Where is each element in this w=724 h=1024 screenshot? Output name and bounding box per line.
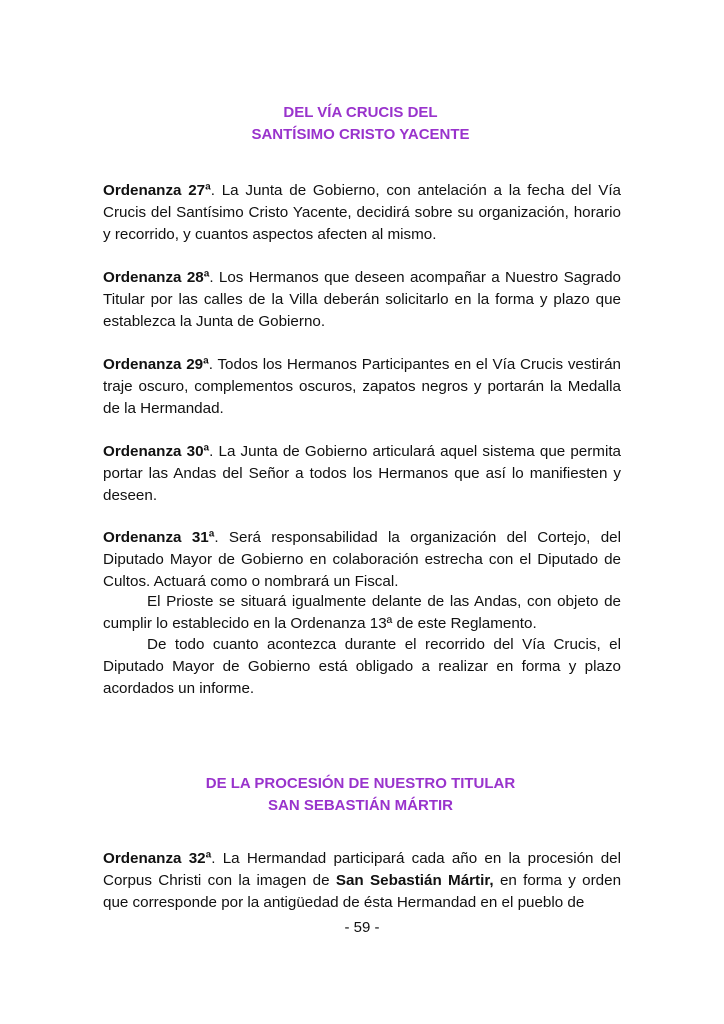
ordinance-text: . La Hermandad participará cada año en la procesión del Corpus Christi con la imagen de xyxy=(103,850,621,889)
ordinance-text-continued: en forma y orden que corresponde por la antigüedad de ésta Hermandad en el pueblo de xyxy=(103,871,622,911)
ordinance-text: . Será responsabilidad la organización del Cortejo, del Diputado Mayor de Gobierno en colaboración estrecha con el Diputado de Cultos. Actuará como o nombrará un Fiscal. xyxy=(103,529,621,590)
section-title-line-1: DE LA PROCESIÓN DE NUESTRO TITULAR xyxy=(205,775,516,792)
ordinance-label: Ordenanza 27ª xyxy=(103,182,211,199)
ordinance-label: Ordenanza 30ª xyxy=(103,443,210,460)
section-title-line-2: SAN SEBASTIÁN MÁRTIR xyxy=(267,797,453,814)
ordinance-31 xyxy=(103,527,621,592)
section-heading-procesion xyxy=(100,773,621,817)
ordinance-30 xyxy=(103,441,621,506)
ordinance-label: Ordenanza 31ª xyxy=(103,529,215,546)
ordinance-label: Ordenanza 32ª xyxy=(103,850,212,867)
ordinance-31-paragraph-2: El Prioste se situará igualmente delante de las Andas, con objeto de cumplir lo establecido en la Ordenanza 13ª de este Reglamento. xyxy=(103,593,621,632)
ordinance-27 xyxy=(103,180,621,245)
ordinance-29 xyxy=(103,354,621,419)
ordinance-text: . La Junta de Gobierno articulará aquel sistema que permita portar las Andas del Señor a todos los Hermanos que así lo manifiesten y deseen. xyxy=(103,443,621,504)
ordinance-text: . Los Hermanos que deseen acompañar a Nuestro Sagrado Titular por las calles de la Villa deberán solicitarlo en la forma y plazo que establezca la Junta de Gobierno. xyxy=(103,269,621,330)
section-title-line-2: SANTÍSIMO CRISTO YACENTE xyxy=(251,126,470,143)
ordinance-28 xyxy=(103,267,621,332)
ordinance-text: . Todos los Hermanos Participantes en el Vía Crucis vestirán traje oscuro, complementos oscuros, zapatos negros y portarán la Medalla de la Hermandad. xyxy=(103,356,621,417)
saint-name: San Sebastián Mártir, xyxy=(335,871,494,889)
ordinance-label: Ordenanza 28ª xyxy=(103,269,210,286)
section-heading-via-crucis xyxy=(100,102,621,146)
ordinance-31-paragraph-3: De todo cuanto acontezca durante el recorrido del Vía Crucis, el Diputado Mayor de Gobierno está obligado a realizar en forma y plazo acordados un informe. xyxy=(103,636,621,697)
ordinance-label: Ordenanza 29ª xyxy=(103,356,209,373)
page-number: - 59 - xyxy=(344,919,380,936)
ordinance-text: . La Junta de Gobierno, con antelación a la fecha del Vía Crucis del Santísimo Cristo Yacente, decidirá sobre su organización, horario y recorrido, y cuantos aspectos afecten al mismo. xyxy=(103,182,621,243)
section-title-line-1: DEL VÍA CRUCIS DEL xyxy=(283,104,438,121)
ordinance-32 xyxy=(103,848,621,913)
